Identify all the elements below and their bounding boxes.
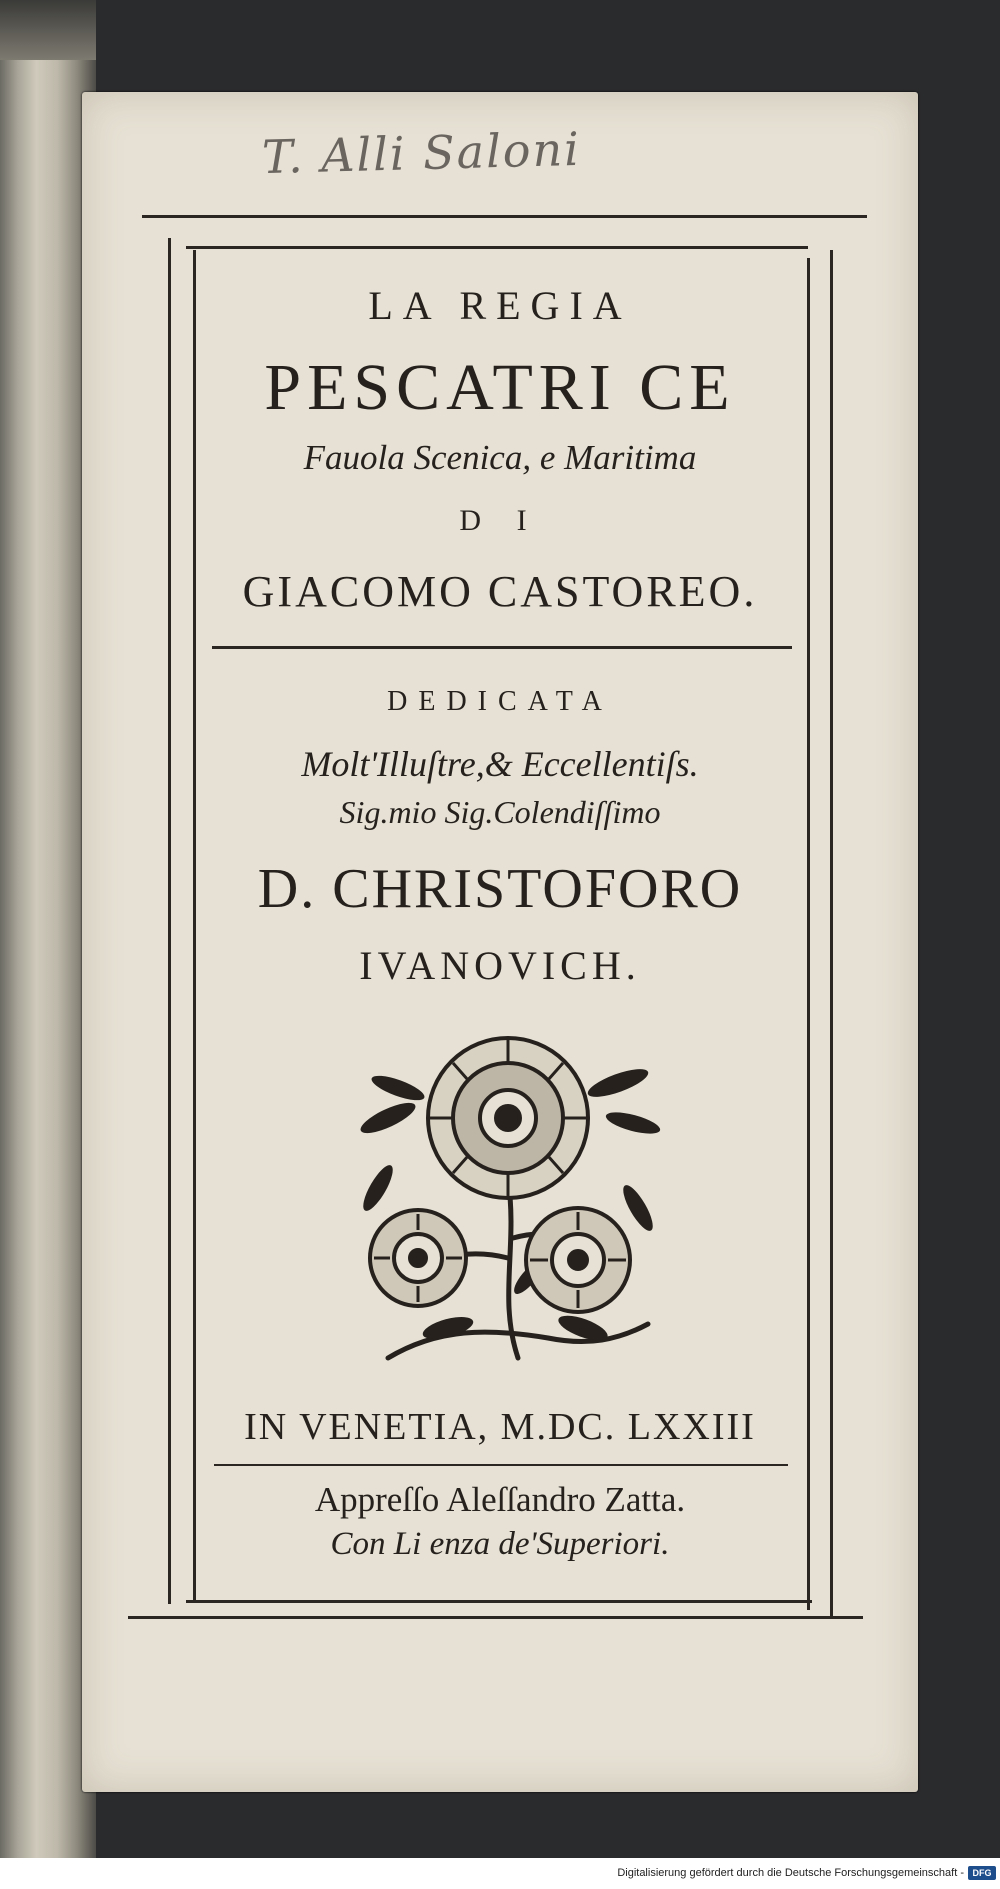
title-line-subtitle: Fauola Scenica, e Maritima	[303, 438, 697, 477]
frame-left-outer	[168, 238, 171, 1604]
dedication-address: Sig.mio Sig.Colendiſſimo	[339, 794, 661, 830]
divider-after-author	[212, 646, 792, 649]
dedicatee-surname: IVANOVICH.	[359, 943, 641, 988]
dedicatee-name: D. CHRISTOFORO	[257, 858, 743, 920]
book-spine-edge	[0, 0, 96, 60]
title-line-di: D I	[459, 504, 541, 537]
dedication-honorific: Molt'Illuſtre,& Eccellentiſs.	[301, 744, 699, 784]
title-line-author: GIACOMO CASTOREO.	[242, 567, 758, 616]
floral-woodcut-icon	[348, 1028, 668, 1368]
imprint-license: Con Li enza de'Superiori.	[330, 1526, 670, 1562]
digitization-note: Digitalisierung gefördert durch die Deutsche Forschungsgemeinschaft -	[617, 1867, 964, 1879]
imprint-place-date: IN VENETIA, M.DC. LXXIII	[244, 1406, 756, 1448]
frame-left-inner	[193, 250, 196, 1600]
title-line-la-regia: LA REGIA	[368, 283, 632, 328]
frame-right-inner	[807, 258, 810, 1610]
divider-after-imprint	[214, 1464, 788, 1466]
frame-top-inner	[186, 246, 808, 249]
frame-right-outer	[830, 250, 833, 1616]
dfg-logo: DFG	[968, 1866, 996, 1880]
frame-bottom-inner	[186, 1600, 812, 1603]
frame-bottom-outer	[128, 1616, 863, 1619]
frame-top-outer	[142, 215, 867, 218]
dedication-heading: DEDICATA	[387, 686, 613, 717]
title-line-main: PESCATRI CE	[264, 351, 736, 424]
imprint-printer: Appreſſo Aleſſandro Zatta.	[314, 1480, 686, 1519]
handwritten-inscription: T. Alli Saloni	[261, 121, 582, 185]
